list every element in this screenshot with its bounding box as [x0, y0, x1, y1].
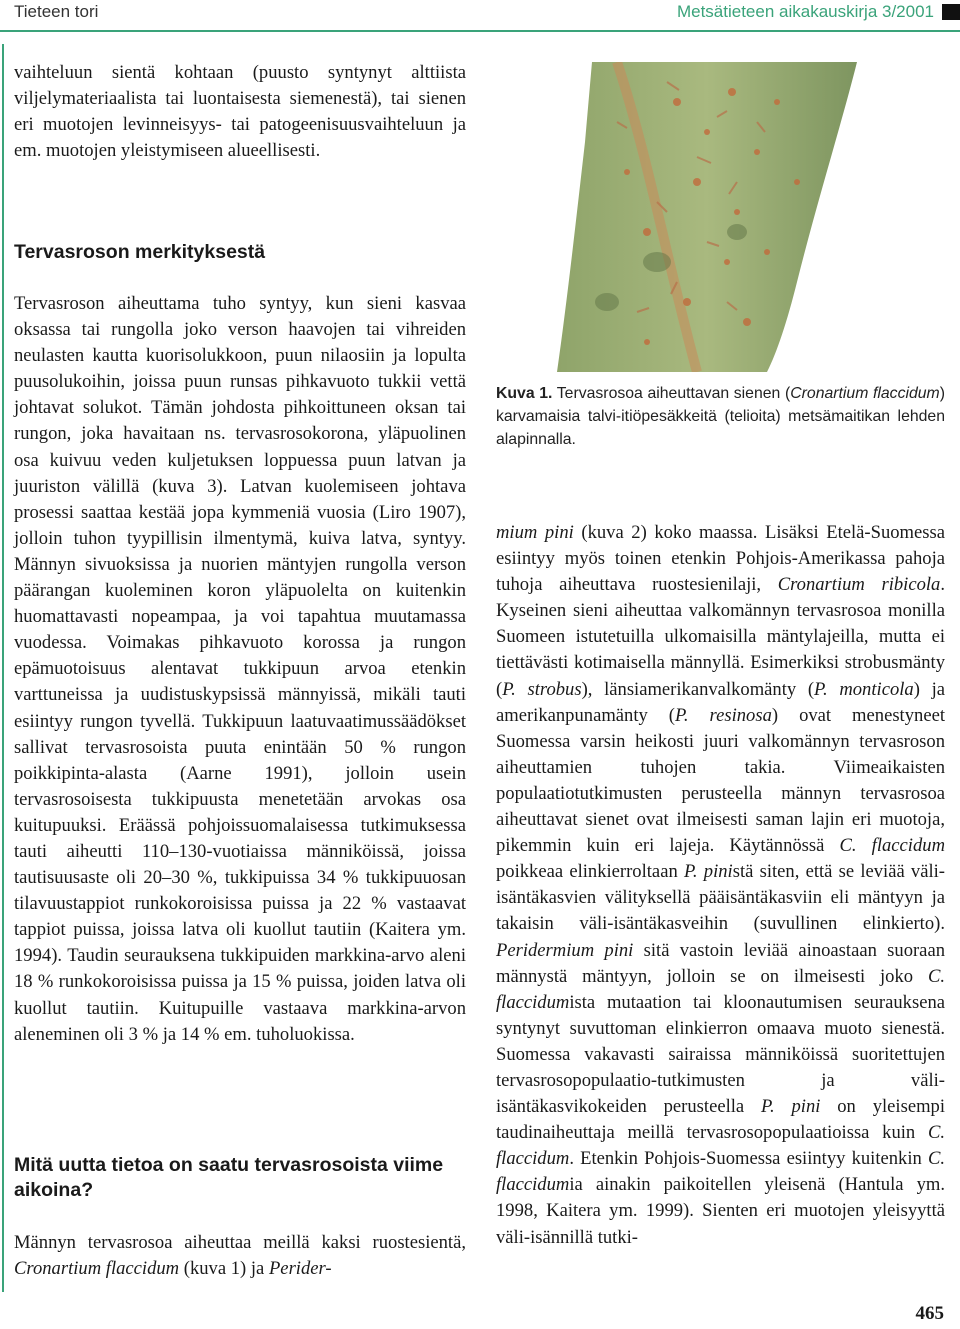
species-name: C. flaccidum — [496, 1122, 945, 1170]
species-name: C. flaccidum — [496, 965, 945, 1013]
text-run: (kuva 1) ja — [179, 1258, 269, 1280]
header-marker-block — [942, 4, 960, 20]
text-run: ), länsiamerikanvalkomänty ( — [581, 678, 815, 700]
species-name: Cronartium flaccidum — [14, 1258, 180, 1280]
section-heading-significance: Tervasroson merkityksestä — [14, 241, 266, 263]
text-run: stä siten, että se leviää väli-isäntäkasvien välityksellä pääisäntäkasviin eli mäntyyn ja takaisin väli-isäntäkasveihin (suvullinen elinkierto). — [496, 861, 946, 935]
text-run: Männyn tervasrosoa aiheuttaa meillä kaksi ruostesientä, — [14, 1232, 466, 1253]
text-run: ) ovat menestyneet Suomessa varsin heikosti juuri valkomännyn tervasroson aiheuttamien tuhojen takia. Viimeaikaisten populaatiotutkimusten perusteella männyn tervasrosoa aiheuttavat sienet ovat ilmeisesti saman lajin eri muotoja, pikemmin kuin eri lajeja. Käytännössä — [496, 704, 945, 857]
leaf-photo-illustration — [497, 62, 944, 372]
significance-paragraph: Tervasroson aiheuttama tuho syntyy, kun sieni kasvaa oksassa tai rungolla joko verson haavojen tai vihreiden neulasten kautta kuorisolukkoon, puun nilaosiin ja lopulta puusolukoihin, joissa puun runsas pihkavuoto tukkii vettä johtavat solukot. Tämän johdosta pihkoittuneen oksan tai rungon, joka havaitaan ns. tervasrosokorona, yläpuolinen osa kuivuu veden kuljetuksen loppuessa puun latvan ja juuriston välillä (kuva 3). Latvan kuolemiseen johtava prosessi saattaa kestää jopa kymmeniä vuosia (Liro 1907), jolloin tuhon tyypillisin ilmentymä, kuiva latva, syntyy. Männyn sivuoksissa ja nuorien mäntyjen rungolla verson päärangan kuoleminen koron yläpuolelta on kuitenkin huomattavasti nopeampaa, ja voi tapahtua muutamassa vuodessa. Voimakas pihkavuoto korossa ja rungon epämuotoisuus alentavat tukkipuun arvoa etenkin varttuneissa ja uudistuskypsissä männyissä, mikäli tauti esiintyy rungon tyvellä. Tukkipuun laatuvaatimussäädökset sallivat tervasrosoista puuta enintään 50 % rungon poikkipinta-alasta (Aarne 1991), jolloin usein tervasrosoisesta tukkipuusta menetetään arvokas osa kuitupuuksi. Eräässä pohjoissuomalaisessa tutkimuksessa tauti aiheutti 110–130-vuotiaissa männiköissä, joissa tautisuusaste oli 20–30 %, tukkipuissa 34 % tukkipuuosan tilavuustappiot runkokoroisissa puissa ja 22 % vastaavat tappiot puissa, joissa latva oli kuollut tautiin (Kaitera ym. 1994). Taudin seurauksena tukkipuiden markkina-arvo aleni 18 % runkokoroisissa puissa ja 15 % puissa, joiden latva oli kuollut tautiin. Kuitupuille vastaava markkina-arvon aleneminen oli 3 % ja 14 % em. tuholuokissa. — [14, 293, 466, 1045]
page-number: 465 — [915, 1303, 944, 1324]
text-run: ista mutaation tai kloonautumisen seurauksena syntynyt suvuttoman elinkierron omaava muoto sienestä. Suomessa vakavasti sairaissa männiköissä suoritettujen tervasrosopopulaatio-tutkimusten ja väli-isäntäkasvikokeiden perusteella — [496, 991, 945, 1118]
section-heading-new-knowledge: Mitä uutta tietoa on saatu tervasrosoista viime aikoina? — [14, 1154, 444, 1201]
species-name: P. resinosa — [674, 704, 772, 726]
species-name: C. flaccidum — [496, 1148, 945, 1196]
figure-photo-leaf — [497, 62, 944, 372]
text-run: poikkeaa elinkierroltaan — [496, 861, 684, 883]
lead-paragraph: vaihteluun sientä kohtaan (puusto syntynyt alttiista viljelymateriaalista tai luontaisesta siemenestä), tai sienen eri muotojen levinneisyys- tai patogeenisuusvaihteluun ja em. muotojen yleistymiseen alueellisesti. — [14, 62, 466, 162]
species-name: Perider- — [268, 1258, 332, 1280]
species-name: P. monticola — [814, 678, 914, 700]
running-header-journal: Metsätieteen aikakauskirja 3/2001 — [676, 2, 934, 21]
species-name: C. flaccidum — [839, 835, 945, 857]
right-column-text — [496, 520, 945, 1251]
species-name: P. strobus — [502, 678, 582, 700]
left-column-lead — [14, 60, 466, 164]
species-name: Cronartium ribicola — [777, 574, 941, 596]
species-name: Peridermium pini — [496, 939, 634, 961]
figure-caption — [496, 382, 945, 451]
caption-text: Tervasrosoa aiheuttavan sienen ( — [552, 385, 791, 402]
caption-label: Kuva 1. — [496, 385, 553, 402]
text-run: (kuva 2) koko maassa. Lisäksi Etelä-Suomessa esiintyy myös toinen etenkin Pohjois-Amerikassa pahoja tuhoja aiheuttava ruostesienilaji, — [496, 522, 945, 596]
right-column-paragraph — [496, 520, 945, 1251]
header-rule — [0, 30, 960, 32]
caption-species: Cronartium flaccidum — [790, 385, 940, 402]
text-run: . Kyseinen sieni aiheuttaa valkomännyn tervasrosoa monilla Suomeen istutetuilla ulkomaisilla mäntylajeilla, mutta ei tiettävästi kotimaisella männyllä. Esimerkiksi strobusmänty ( — [496, 574, 945, 700]
left-margin-rule — [2, 44, 4, 1292]
text-run: ia ainakin paikoitellen yleisenä (Hantula ym. 1998, Kaitera ym. 1999). Sienten eri muotojen yleisyyttä väli-isännillä tutki- — [496, 1174, 945, 1248]
text-run: . Etenkin Pohjois-Suomessa esiintyy kuitenkin — [569, 1148, 928, 1170]
new-knowledge-paragraph — [14, 1230, 466, 1282]
text-run: sitä vastoin leviää ainoastaan suoraan männystä mäntyyn, jolloin se on ilmeisesti joko — [496, 939, 945, 987]
text-run: ) ja amerikanpunamänty ( — [496, 678, 945, 726]
species-name: mium pini — [496, 522, 574, 543]
running-header-section: Tieteen tori — [14, 2, 99, 21]
caption-text: ) karvamaisia talvi-itiöpesäkkeitä (telioita) metsämaitikan lehden alapinnalla. — [496, 385, 945, 448]
species-name: P. pini — [761, 1096, 821, 1118]
text-run: on yleisempi taudinaiheuttaja meillä tervasrosopopulaatioissa kuin — [496, 1096, 945, 1144]
species-name: P. pini — [683, 861, 733, 883]
